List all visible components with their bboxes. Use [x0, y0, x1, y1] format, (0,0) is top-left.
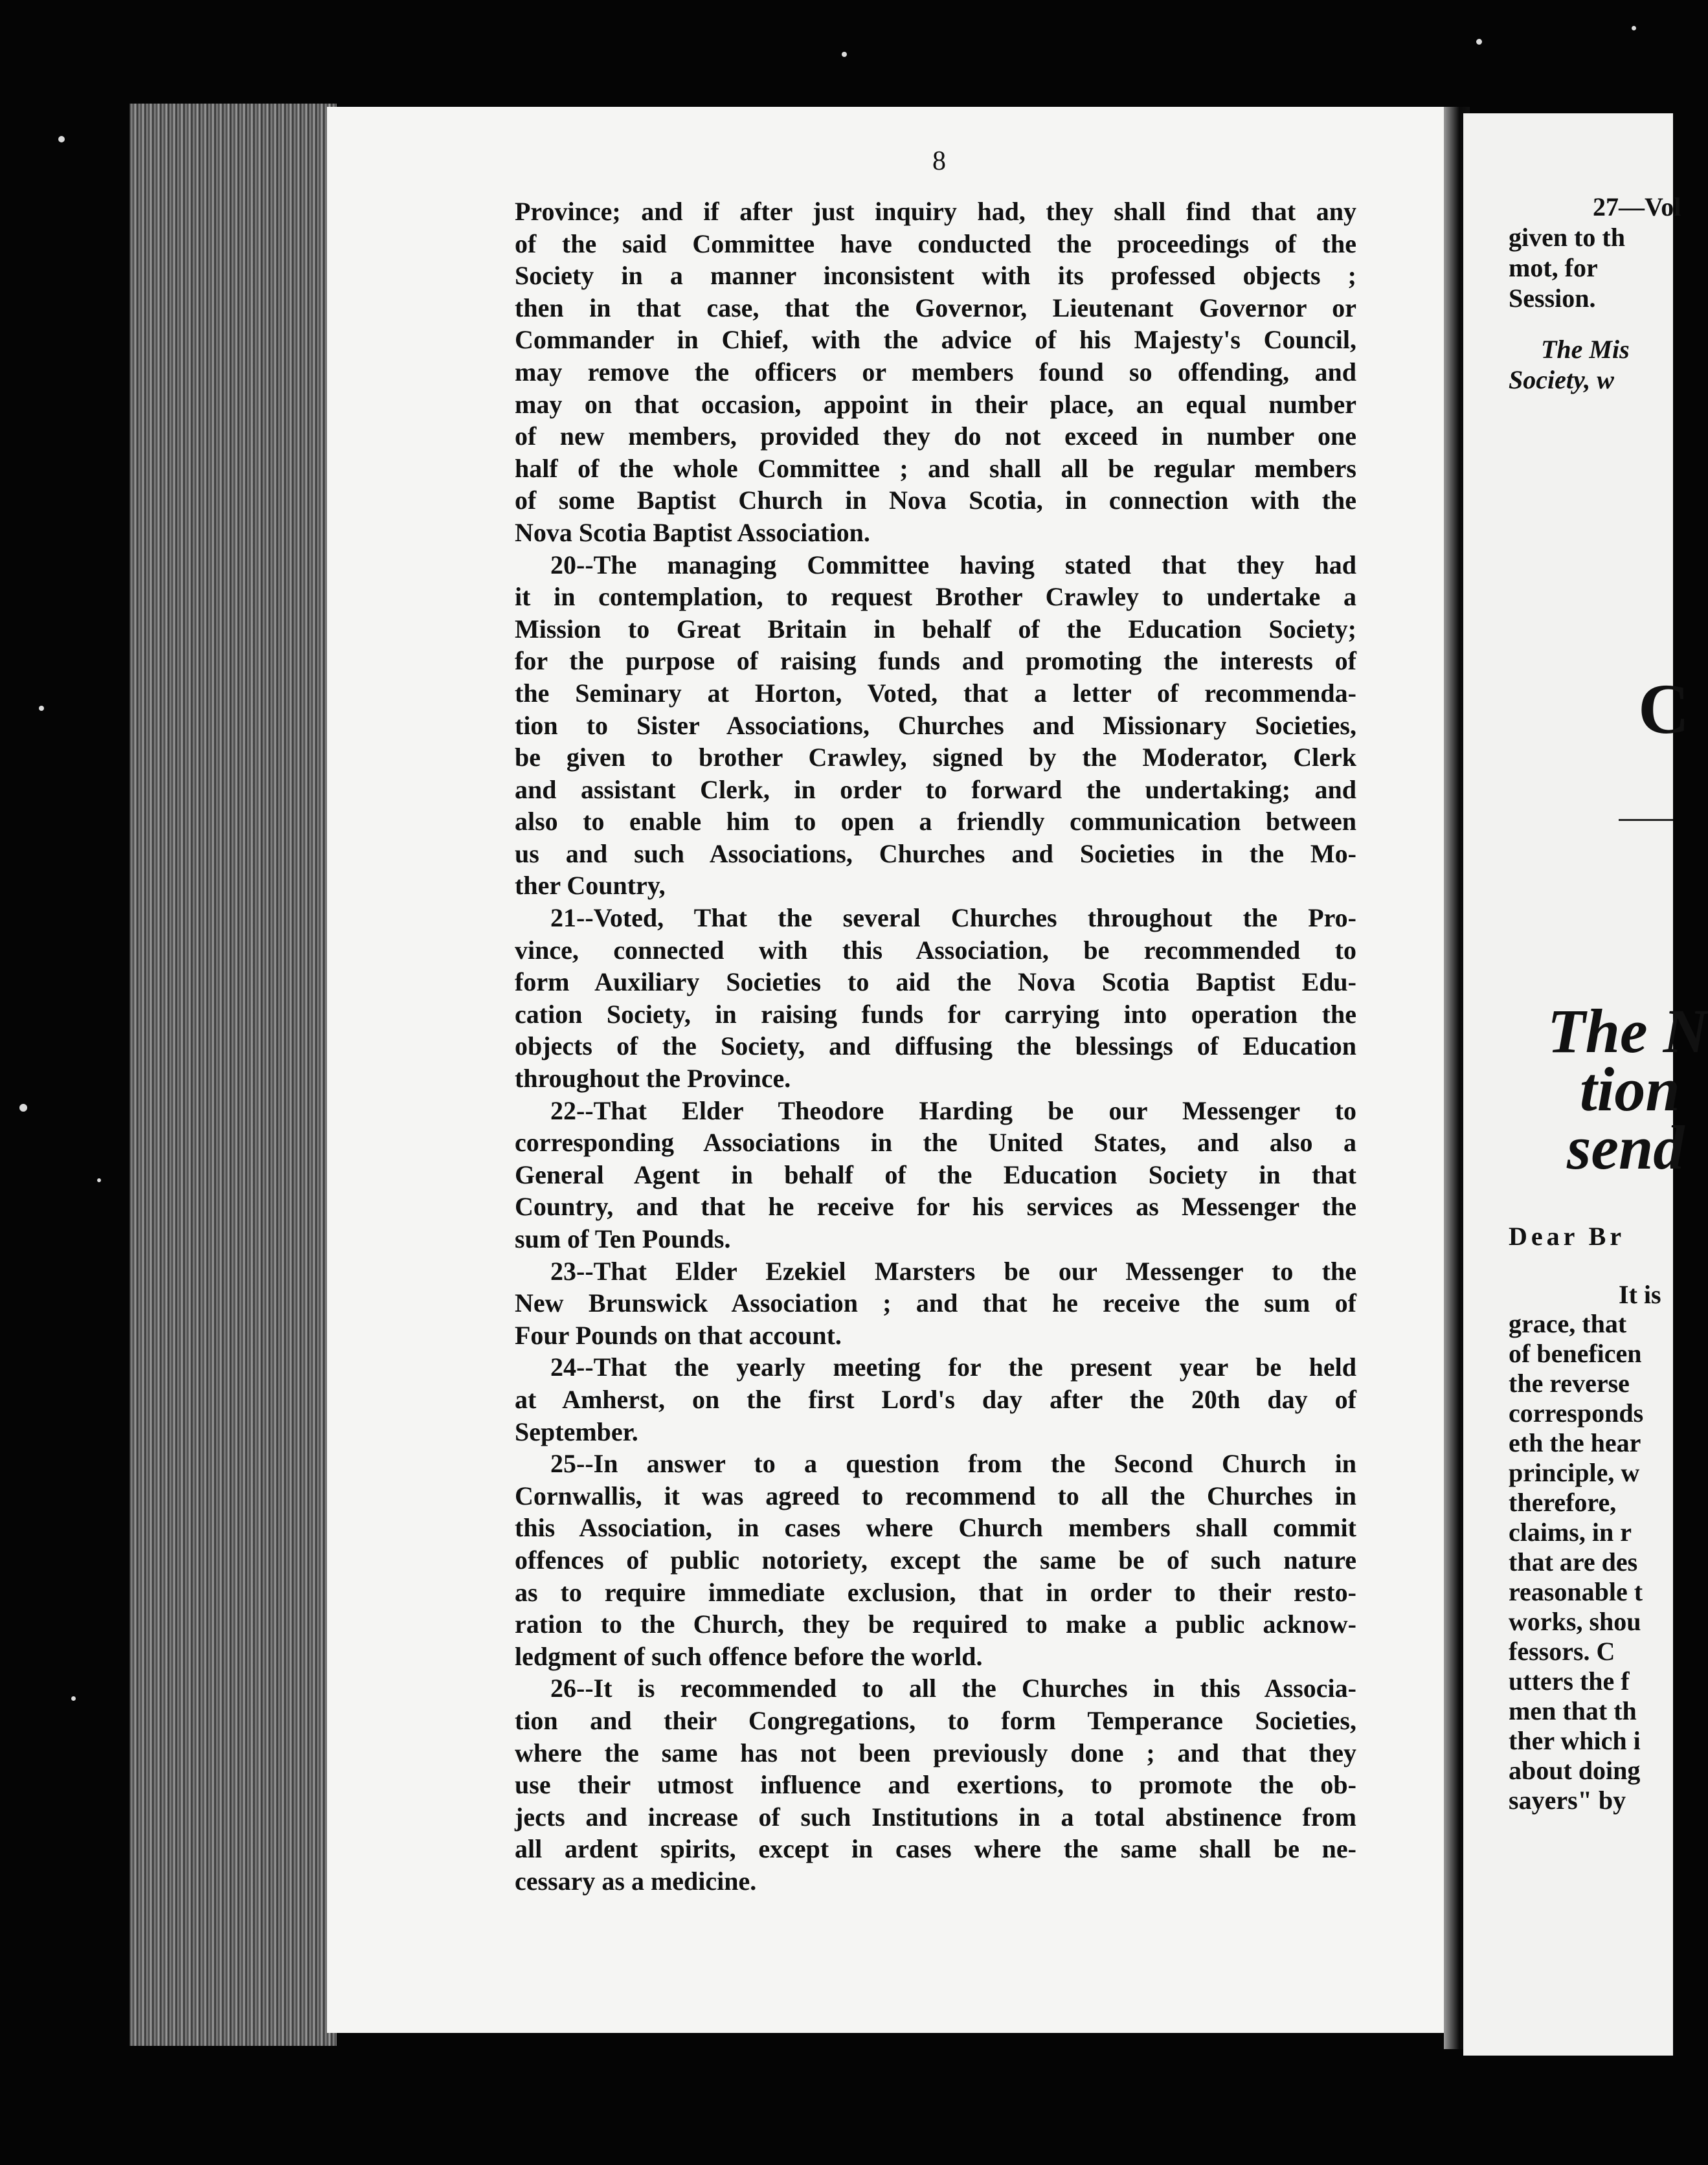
- text-line: General Agent in behalf of the Education Society in that: [515, 1160, 1356, 1189]
- text-line: Nova Scotia Baptist Association.: [515, 517, 870, 547]
- right-page-italic-line: Society, w: [1509, 365, 1614, 394]
- text-line: of some Baptist Church in Nova Scotia, in connection with the: [515, 486, 1356, 515]
- right-page-line: claims, in r: [1509, 1518, 1632, 1547]
- text-line: be given to brother Crawley, signed by the Moderator, Clerk: [515, 743, 1356, 772]
- text-line: form Auxiliary Societies to aid the Nova Scotia Baptist Edu-: [515, 967, 1356, 997]
- text-line: vince, connected with this Association, be recommended to: [515, 935, 1356, 965]
- text-line: tion to Sister Associations, Churches and Missionary Societies,: [515, 710, 1356, 740]
- text-line: cessary as a medicine.: [515, 1866, 757, 1896]
- text-line: as to require immediate exclusion, that in order to their resto-: [515, 1577, 1356, 1607]
- text-line: the Seminary at Horton, Voted, that a letter of recommenda-: [515, 678, 1356, 708]
- text-line: ledgment of such offence before the world.: [515, 1641, 983, 1671]
- text-line: may remove the officers or members found so offending, and: [515, 357, 1356, 387]
- right-page-line: works, shou: [1509, 1607, 1641, 1636]
- film-speck: [97, 1178, 101, 1182]
- right-page-line: Session.: [1509, 284, 1596, 313]
- right-page-line: sayers" by: [1509, 1786, 1626, 1815]
- right-page-line: 27—Vol: [1593, 192, 1681, 221]
- right-page-rule: [1619, 819, 1673, 821]
- text-line: it in contemplation, to request Brother Crawley to undertake a: [515, 582, 1356, 612]
- text-line: objects of the Society, and diffusing the blessings of Education: [515, 1031, 1356, 1061]
- film-speck: [58, 136, 65, 142]
- text-line: Country, and that he receive for his services as Messenger the: [515, 1192, 1356, 1222]
- text-line: 21--Voted, That the several Churches throughout the Pro-: [550, 903, 1356, 933]
- film-speck: [71, 1696, 76, 1701]
- text-line: 20--The managing Committee having stated that they had: [550, 550, 1356, 579]
- right-page-line: fessors. C: [1509, 1637, 1615, 1666]
- film-speck: [842, 52, 847, 57]
- text-line: for the purpose of raising funds and promoting the interests of: [515, 646, 1356, 676]
- right-page-line: that are des: [1509, 1547, 1638, 1576]
- right-page-line: eth the hear: [1509, 1428, 1641, 1457]
- text-line: half of the whole Committee ; and shall all be regular members: [515, 453, 1356, 483]
- text-line: corresponding Associations in the United States, and also a: [515, 1128, 1356, 1158]
- right-page-heading-line: tion: [1580, 1055, 1680, 1124]
- right-page-italic-line: The Mis: [1541, 335, 1630, 364]
- text-line: 22--That Elder Theodore Harding be our Messenger to: [550, 1095, 1356, 1125]
- page-fore-edge: [129, 104, 337, 2046]
- text-line: jects and increase of such Institutions in a total abstinence from: [515, 1802, 1356, 1832]
- text-line: cation Society, in raising funds for carrying into operation the: [515, 999, 1356, 1029]
- right-page-line: grace, that: [1509, 1309, 1627, 1338]
- left-page-text: [515, 196, 1356, 1897]
- right-page-line: about doing: [1509, 1756, 1641, 1785]
- text-line: ration to the Church, they be required to make a public acknow-: [515, 1610, 1356, 1639]
- text-line: 25--In answer to a question from the Second Church in: [550, 1449, 1356, 1479]
- right-page-line: It is: [1619, 1280, 1661, 1309]
- text-line: all ardent spirits, except in cases where the same shall be ne-: [515, 1834, 1356, 1864]
- text-line: Mission to Great Britain in behalf of the Education Society;: [515, 614, 1356, 644]
- text-line: at Amherst, on the first Lord's day after the 20th day of: [515, 1384, 1356, 1414]
- text-line: sum of Ten Pounds.: [515, 1224, 731, 1253]
- right-page-line: reasonable t: [1509, 1577, 1643, 1606]
- text-line: of new members, provided they do not exceed in number one: [515, 421, 1356, 451]
- text-line: September.: [515, 1417, 638, 1446]
- right-page-line: utters the f: [1509, 1666, 1630, 1696]
- text-line: 26--It is recommended to all the Churches in this Associa-: [550, 1674, 1356, 1703]
- text-line: New Brunswick Association ; and that he receive the sum of: [515, 1288, 1356, 1318]
- right-page-line: mot, for: [1509, 253, 1598, 282]
- text-line: Society in a manner inconsistent with its professed objects ;: [515, 261, 1356, 291]
- text-line: throughout the Province.: [515, 1064, 791, 1094]
- text-line: where the same has not been previously done ; and that they: [515, 1738, 1356, 1767]
- text-line: offences of public notoriety, except the same be of such nature: [515, 1545, 1356, 1575]
- text-line: Province; and if after just inquiry had, they shall find that any: [515, 197, 1356, 226]
- right-page-line: therefore,: [1509, 1488, 1617, 1517]
- text-line: then in that case, that the Governor, Lieutenant Governor or: [515, 293, 1356, 322]
- text-line: Commander in Chief, with the advice of his Majesty's Council,: [515, 325, 1356, 355]
- right-page-line: corresponds: [1509, 1398, 1644, 1428]
- film-speck: [1632, 26, 1636, 30]
- right-page-line: given to th: [1509, 223, 1625, 252]
- right-page-heading-line: The N: [1547, 996, 1708, 1066]
- text-line: 24--That the yearly meeting for the present year be held: [550, 1352, 1356, 1382]
- right-page-line: ther which i: [1509, 1726, 1641, 1755]
- text-line: tion and their Congregations, to form Temperance Societies,: [515, 1705, 1356, 1735]
- text-line: this Association, in cases where Church members shall commit: [515, 1513, 1356, 1543]
- text-line: use their utmost influence and exertions, to promote the ob-: [515, 1770, 1356, 1800]
- right-page-salutation: Dear Br: [1509, 1222, 1626, 1251]
- text-line: ther Country,: [515, 871, 666, 901]
- right-page-line: men that th: [1509, 1696, 1637, 1725]
- film-speck: [19, 1104, 27, 1112]
- text-line: may on that occasion, appoint in their place, an equal number: [515, 389, 1356, 419]
- text-line: us and such Associations, Churches and Societies in the Mo-: [515, 838, 1356, 868]
- text-line: Cornwallis, it was agreed to recommend to all the Churches in: [515, 1481, 1356, 1510]
- text-line: and assistant Clerk, in order to forward the undertaking; and: [515, 774, 1356, 804]
- text-line: 23--That Elder Ezekiel Marsters be our Messenger to the: [550, 1256, 1356, 1286]
- right-page-heading-line: send: [1567, 1113, 1685, 1182]
- right-page-line: of beneficen: [1509, 1339, 1642, 1368]
- text-line: Four Pounds on that account.: [515, 1320, 842, 1350]
- right-page-fragment: [1463, 113, 1708, 2056]
- right-page-large-letter: C: [1638, 669, 1690, 748]
- film-speck: [1476, 39, 1482, 45]
- text-line: also to enable him to open a friendly communication between: [515, 807, 1356, 836]
- page-number: 8: [932, 146, 946, 176]
- text-line: of the said Committee have conducted the proceedings of the: [515, 229, 1356, 258]
- right-page-line: the reverse: [1509, 1369, 1630, 1398]
- film-speck: [39, 706, 44, 711]
- right-page-line: principle, w: [1509, 1458, 1640, 1487]
